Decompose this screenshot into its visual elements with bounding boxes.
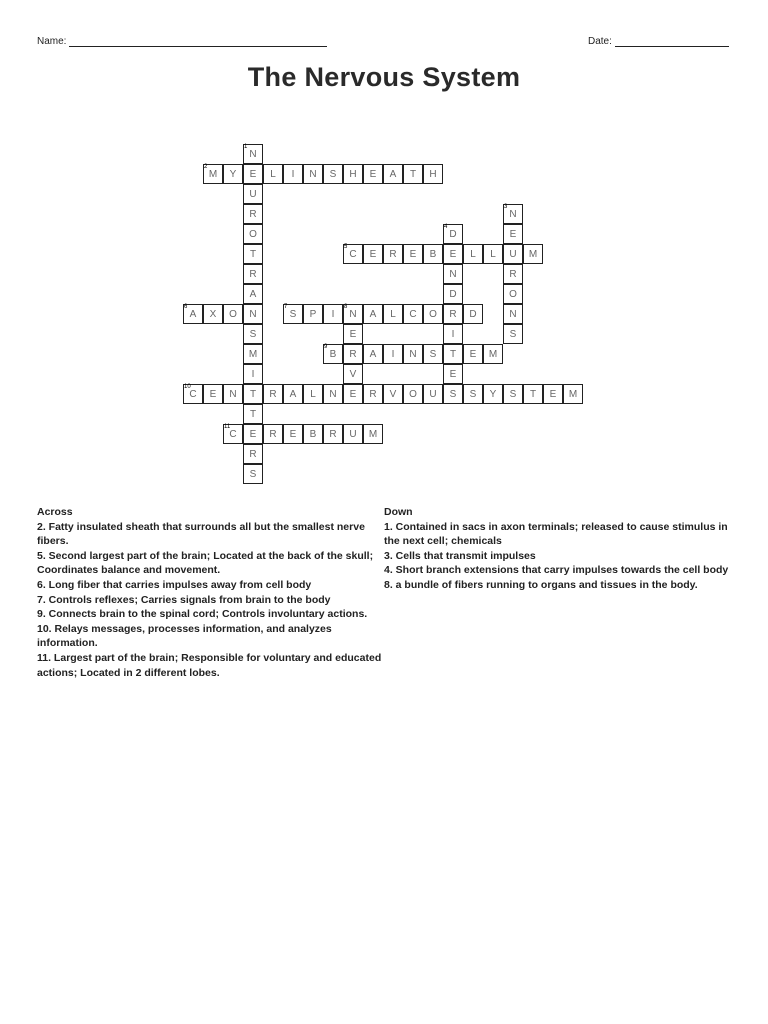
crossword-cell[interactable]: A 6	[183, 304, 203, 324]
crossword-cell[interactable]: A	[363, 304, 383, 324]
crossword-cell[interactable]: S	[243, 464, 263, 484]
crossword-cell[interactable]: S	[503, 384, 523, 404]
clue-number: 11	[224, 424, 231, 430]
crossword-cell[interactable]: T	[243, 244, 263, 264]
across-clue: 5. Second largest part of the brain; Located at the back of the skull; Coordinates balance and movement.	[37, 549, 374, 577]
crossword-cell[interactable]: M	[563, 384, 583, 404]
crossword-cell[interactable]: T	[443, 344, 463, 364]
crossword-cell[interactable]: O	[423, 304, 443, 324]
crossword-cell[interactable]: S	[423, 344, 443, 364]
crossword-cell[interactable]: O	[403, 384, 423, 404]
name-label: Name:	[37, 36, 67, 47]
down-clues	[384, 505, 734, 593]
crossword-cell[interactable]: O	[503, 284, 523, 304]
across-clue: 7. Controls reflexes; Carries signals from brain to the body	[37, 593, 331, 606]
crossword-cell[interactable]: A	[363, 344, 383, 364]
clue-number: 4	[444, 224, 448, 230]
crossword-cell[interactable]: O	[223, 304, 243, 324]
crossword-cell[interactable]: P	[303, 304, 323, 324]
page-title: The Nervous System	[247, 62, 521, 92]
crossword-cell[interactable]: R	[243, 264, 263, 284]
crossword-cell[interactable]: L	[463, 244, 483, 264]
crossword-cell[interactable]: R	[343, 344, 363, 364]
crossword-cell[interactable]: E	[503, 224, 523, 244]
crossword-cell[interactable]: E	[343, 384, 363, 404]
down-clue: 1. Contained in sacs in axon terminals; released to cause stimulus in the next cell; chemicals	[384, 520, 728, 548]
clue-number: 6	[184, 304, 188, 310]
crossword-cell[interactable]: U	[503, 244, 523, 264]
crossword-cell[interactable]: N 3	[503, 204, 523, 224]
crossword-cell[interactable]: U	[343, 424, 363, 444]
clue-number: 7	[284, 304, 288, 310]
across-clues	[37, 505, 387, 680]
down-heading: Down	[384, 506, 413, 518]
crossword-cell[interactable]: A	[383, 164, 403, 184]
crossword-cell[interactable]: T	[243, 404, 263, 424]
crossword-cell[interactable]: N	[403, 344, 423, 364]
crossword-cell[interactable]: T	[403, 164, 423, 184]
crossword-cell[interactable]: C 5	[343, 244, 363, 264]
crossword-cell[interactable]: B	[303, 424, 323, 444]
crossword-cell[interactable]: S	[243, 324, 263, 344]
crossword-cell[interactable]: H	[423, 164, 443, 184]
across-heading: Across	[37, 506, 73, 518]
crossword-cell[interactable]: E	[283, 424, 303, 444]
clue-number: 10	[184, 384, 191, 390]
crossword-cell[interactable]: N	[323, 384, 343, 404]
across-clue: 10. Relays messages, processes information, and analyzes information.	[37, 622, 332, 650]
crossword-cell[interactable]: S	[503, 324, 523, 344]
crossword-cell[interactable]: S	[443, 384, 463, 404]
crossword-cell[interactable]: C 11	[223, 424, 243, 444]
crossword-cell[interactable]: U	[243, 184, 263, 204]
crossword-cell[interactable]: N	[303, 164, 323, 184]
crossword-cell[interactable]: I	[243, 364, 263, 384]
clue-number: 8	[344, 304, 348, 310]
crossword-cell[interactable]: E	[403, 244, 423, 264]
date-label: Date:	[588, 36, 612, 47]
crossword-cell[interactable]: A	[243, 284, 263, 304]
crossword-cell[interactable]: Y	[223, 164, 243, 184]
crossword-cell[interactable]: D 4	[443, 224, 463, 244]
crossword-cell[interactable]: R	[263, 384, 283, 404]
crossword-cell[interactable]: X	[203, 304, 223, 324]
down-clue: 8. a bundle of fibers running to organs and tissues in the body.	[384, 578, 698, 591]
crossword-cell[interactable]: V	[383, 384, 403, 404]
crossword-cell[interactable]: T	[243, 384, 263, 404]
crossword-cell[interactable]: I	[383, 344, 403, 364]
crossword-cell[interactable]: R	[263, 424, 283, 444]
crossword-cell[interactable]: R	[443, 304, 463, 324]
crossword-cell[interactable]: M	[363, 424, 383, 444]
crossword-cell[interactable]: M	[483, 344, 503, 364]
crossword-cell[interactable]: L	[483, 244, 503, 264]
crossword-cell[interactable]: M	[523, 244, 543, 264]
crossword-cell[interactable]: H	[343, 164, 363, 184]
crossword-cell[interactable]: C 10	[183, 384, 203, 404]
crossword-cell[interactable]: Y	[483, 384, 503, 404]
crossword-grid	[0, 0, 768, 500]
crossword-cell[interactable]: U	[423, 384, 443, 404]
clue-number: 3	[504, 204, 508, 210]
crossword-cell[interactable]: R	[503, 264, 523, 284]
crossword-cell[interactable]: I	[323, 304, 343, 324]
crossword-cell[interactable]: R	[243, 444, 263, 464]
crossword-cell[interactable]: E	[363, 164, 383, 184]
across-clue: 6. Long fiber that carries impulses away from cell body	[37, 578, 312, 591]
crossword-cell[interactable]: D	[463, 304, 483, 324]
crossword-cell[interactable]: O	[243, 224, 263, 244]
crossword-cell[interactable]: N	[503, 304, 523, 324]
crossword-cell[interactable]: E	[443, 364, 463, 384]
crossword-cell[interactable]: M	[243, 344, 263, 364]
crossword-cell[interactable]: R	[243, 204, 263, 224]
down-clue: 4. Short branch extensions that carry impulses towards the cell body	[384, 564, 729, 577]
crossword-cell[interactable]: T	[523, 384, 543, 404]
crossword-cell[interactable]: V	[343, 364, 363, 384]
crossword-cell[interactable]: R	[383, 244, 403, 264]
clue-number: 9	[324, 344, 328, 350]
crossword-cell[interactable]: L	[303, 384, 323, 404]
crossword-cell[interactable]: S 7	[283, 304, 303, 324]
across-clue: 9. Connects brain to the spinal cord; Controls involuntary actions.	[37, 608, 368, 621]
crossword-cell[interactable]: N 1	[243, 144, 263, 164]
clue-number: 2	[204, 164, 208, 170]
crossword-cell[interactable]: I	[283, 164, 303, 184]
crossword-cell[interactable]: E	[443, 244, 463, 264]
crossword-cell[interactable]: B	[423, 244, 443, 264]
crossword-cell[interactable]: E	[243, 164, 263, 184]
crossword-cell[interactable]: I	[443, 324, 463, 344]
crossword-cell[interactable]: B 9	[323, 344, 343, 364]
crossword-cell[interactable]: D	[443, 284, 463, 304]
down-clue: 3. Cells that transmit impulses	[384, 549, 536, 562]
crossword-cell[interactable]: R	[323, 424, 343, 444]
crossword-cell[interactable]: N	[243, 304, 263, 324]
across-clue: 11. Largest part of the brain; Responsible for voluntary and educated actions; Located in 2 different lobes.	[37, 651, 382, 679]
clue-number: 5	[344, 244, 348, 250]
crossword-cell[interactable]: E	[203, 384, 223, 404]
crossword-cell[interactable]: N 8	[343, 304, 363, 324]
crossword-cell[interactable]: S	[463, 384, 483, 404]
crossword-cell[interactable]: N	[223, 384, 243, 404]
across-clue: 2. Fatty insulated sheath that surrounds all but the smallest nerve fibers.	[37, 520, 365, 548]
crossword-cell[interactable]: R	[363, 384, 383, 404]
crossword-cell[interactable]: E	[243, 424, 263, 444]
crossword-cell[interactable]: E	[463, 344, 483, 364]
crossword-cell[interactable]: N	[443, 264, 463, 284]
crossword-cell[interactable]: E	[543, 384, 563, 404]
crossword-cell[interactable]: E	[343, 324, 363, 344]
crossword-cell[interactable]: E	[363, 244, 383, 264]
clue-number: 1	[244, 144, 248, 150]
crossword-cell[interactable]: C	[403, 304, 423, 324]
crossword-cell[interactable]: M 2	[203, 164, 223, 184]
crossword-cell[interactable]: L	[263, 164, 283, 184]
crossword-cell[interactable]: A	[283, 384, 303, 404]
crossword-cell[interactable]: S	[323, 164, 343, 184]
crossword-cell[interactable]: L	[383, 304, 403, 324]
